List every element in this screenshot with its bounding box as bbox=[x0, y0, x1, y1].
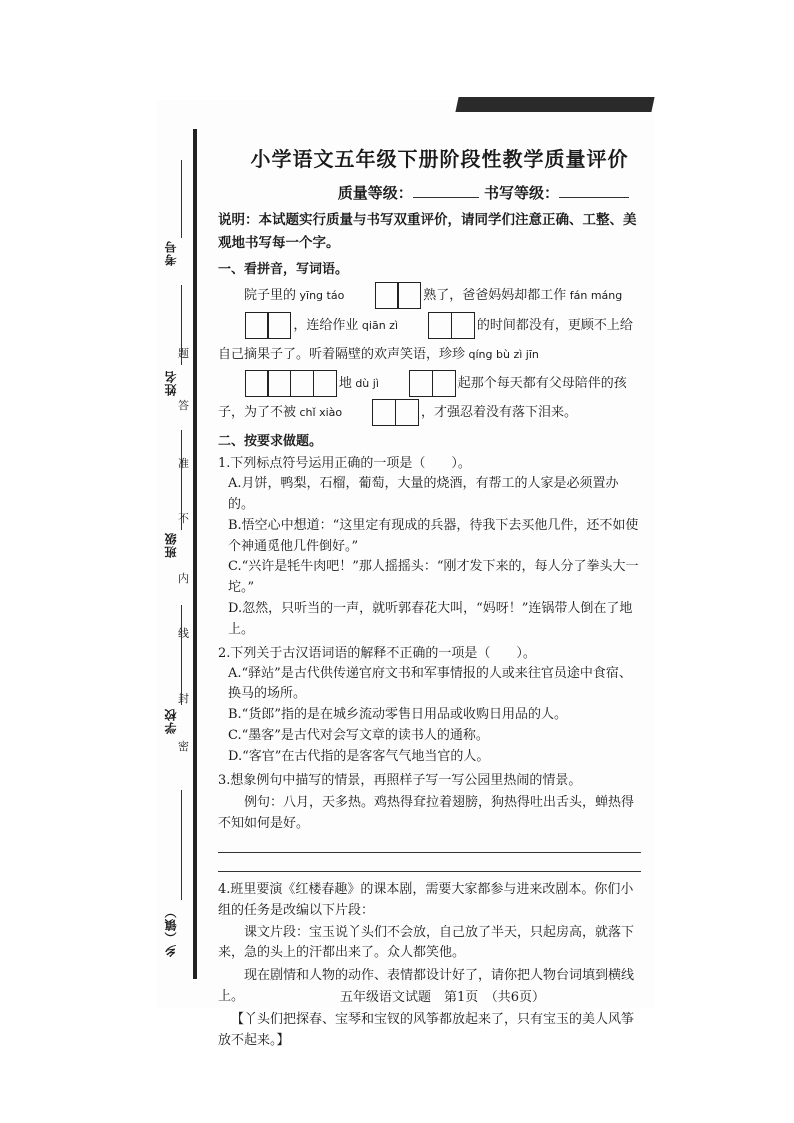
paragraph-text: ，连给作业 bbox=[293, 317, 359, 333]
q1-option-a: A.月饼，鸭梨，石榴，葡萄，大量的烧酒，有帮工的人家是必须置办的。 bbox=[228, 476, 619, 512]
exam-no-label: 考号 bbox=[164, 240, 178, 266]
town-label: 乡（镇） bbox=[164, 905, 178, 957]
exam-no-line bbox=[181, 160, 182, 238]
q1-option-d: D.忽然，只听当的一声，就听郭春花大叫，“妈呀！”连锅带人倒在了地上。 bbox=[228, 600, 633, 637]
answer-box[interactable] bbox=[372, 399, 396, 426]
answer-box[interactable] bbox=[375, 282, 399, 309]
paragraph-text: 地 bbox=[338, 376, 352, 391]
paragraph-text: 的时间都没有，更顾不上给自己摘果子了。听着隔壁的欢声笑语，珍珍 bbox=[218, 317, 633, 362]
paragraph-text: 熟了，爸爸妈妈却都工作 bbox=[423, 288, 567, 304]
quality-grade-label: 质量等级： bbox=[337, 184, 413, 202]
seal-char: 题 bbox=[178, 347, 189, 360]
scan-shadow-bar bbox=[455, 97, 654, 112]
q4-excerpt: 课文片段：宝玉说丫头们不会放，自己放了半天，只起房高，就落下来，急的头上的汗都出来了。众人都笑他。 bbox=[218, 924, 635, 961]
paragraph-text: 起那个每天都有父母陪伴的孩子，为了不被 bbox=[218, 376, 627, 421]
answer-box[interactable] bbox=[409, 370, 433, 397]
name-label: 姓名 bbox=[164, 370, 178, 396]
q4-instruction: 现在剧情和人物的动作、表情都设计好了，请你把人物台词填到横线上。 bbox=[218, 968, 635, 1005]
seal-char: 不 bbox=[178, 512, 189, 525]
q2-option-b: B.“货郎”指的是在城乡流动零售日用品或收购日用品的人。 bbox=[228, 707, 567, 723]
pinyin-prompt: fán máng bbox=[566, 289, 623, 303]
seal-char: 答 bbox=[178, 399, 189, 412]
quality-grade-blank[interactable] bbox=[413, 183, 479, 198]
answer-box-group bbox=[350, 282, 421, 309]
writing-grade-label: 书写等级： bbox=[483, 184, 559, 202]
answer-box[interactable] bbox=[313, 370, 337, 397]
writing-grade-blank[interactable] bbox=[559, 183, 629, 198]
paragraph-text: 院子里的 bbox=[244, 288, 297, 304]
q4-stage-direction: 【丫头们把探春、宝琴和宝钗的风筝都放起来了，只有宝玉的美人风筝放不起来。】 bbox=[218, 1011, 635, 1048]
town-line bbox=[181, 790, 182, 900]
q1-stem: 1.下列标点符号运用正确的一项是（ ）。 bbox=[218, 456, 471, 471]
answer-box[interactable] bbox=[432, 370, 456, 397]
q3-answer-line[interactable] bbox=[218, 834, 641, 853]
answer-box[interactable] bbox=[290, 370, 314, 397]
grade-line bbox=[218, 182, 641, 205]
q1-option-c: C.“兴许是牦牛肉吧！”那人摇摇头：“刚才发下来的，每人分了拳头大一坨。” bbox=[228, 559, 639, 596]
seal-char: 线 bbox=[178, 627, 189, 640]
pinyin-prompt: chǐ xiào bbox=[296, 406, 346, 420]
q3-answer-line[interactable] bbox=[218, 853, 641, 872]
q3-stem: 3.想象例句中描写的情景，再照样子写一写公园里热闹的情景。 bbox=[218, 772, 582, 788]
answer-box[interactable] bbox=[395, 399, 419, 426]
pinyin-prompt: qíng bù zì jīn bbox=[465, 347, 539, 361]
page-footer: 五年级语文试题 第1页 （共6页） bbox=[340, 990, 546, 1005]
school-label: 学校 bbox=[164, 708, 178, 734]
answer-box[interactable] bbox=[267, 370, 291, 397]
seal-char: 内 bbox=[178, 572, 189, 585]
q2-option-a: A.“驿站”是古代供传递官府文书和军事情报的人或来往官员途中食宿、换马的场所。 bbox=[228, 665, 632, 702]
q2-option-d: D.“客官”在古代指的是客客气气地当官的人。 bbox=[228, 748, 490, 764]
answer-box[interactable] bbox=[267, 312, 291, 339]
q1-option-b: B.悟空心中想道：“这里定有现成的兵器，待我下去买他几件，还不如使个神通觅他几件倒好。” bbox=[228, 517, 639, 554]
section1-heading: 一、看拼音，写词语。 bbox=[218, 261, 349, 277]
paragraph-text: ，才强忍着没有落下泪来。 bbox=[421, 405, 578, 421]
q3-example: 例句：八月，天多热。鸡热得耷拉着翅膀，狗热得吐出舌头，蝉热得不知如何是好。 bbox=[218, 794, 635, 831]
instructions-note: 说明：本试题实行质量与书写双重评价，请同学们注意正确、工整、美观地书写每一个字。 bbox=[218, 211, 637, 252]
answer-box-group bbox=[220, 312, 291, 339]
answer-box[interactable] bbox=[451, 312, 475, 339]
q2-stem: 2.下列关于古汉语词语的解释不正确的一项是（ ）。 bbox=[218, 645, 536, 661]
answer-box-group bbox=[220, 370, 337, 397]
answer-box[interactable] bbox=[428, 312, 452, 339]
pinyin-paragraph bbox=[218, 281, 641, 427]
pinyin-prompt: qiān zì bbox=[358, 318, 402, 332]
binding-margin-line bbox=[193, 129, 197, 979]
seal-char: 密 bbox=[178, 740, 189, 753]
exam-title: 小学语文五年级下册阶段性教学质量评价 bbox=[250, 147, 629, 171]
answer-box[interactable] bbox=[245, 370, 269, 397]
seal-char: 封 bbox=[178, 692, 189, 705]
q2-option-c: C.“墨客”是古代对会写文章的读书人的通称。 bbox=[228, 728, 489, 744]
pinyin-prompt: dù jì bbox=[351, 377, 383, 390]
answer-box[interactable] bbox=[397, 282, 421, 309]
answer-box-group bbox=[348, 399, 419, 426]
exam-content bbox=[218, 138, 641, 1051]
answer-box[interactable] bbox=[245, 312, 269, 339]
seal-char: 准 bbox=[178, 457, 189, 470]
answer-box-group bbox=[384, 370, 455, 397]
pinyin-prompt: yīng táo bbox=[296, 289, 348, 303]
section2-heading: 二、按要求做题。 bbox=[218, 433, 323, 449]
q4-stem: 4.班里要演《红楼春趣》的课本剧，需要大家都参与进来改剧本。你们小组的任务是改编以下片段： bbox=[218, 882, 634, 918]
answer-box-group bbox=[404, 312, 475, 339]
class-label: 班级 bbox=[164, 532, 178, 558]
